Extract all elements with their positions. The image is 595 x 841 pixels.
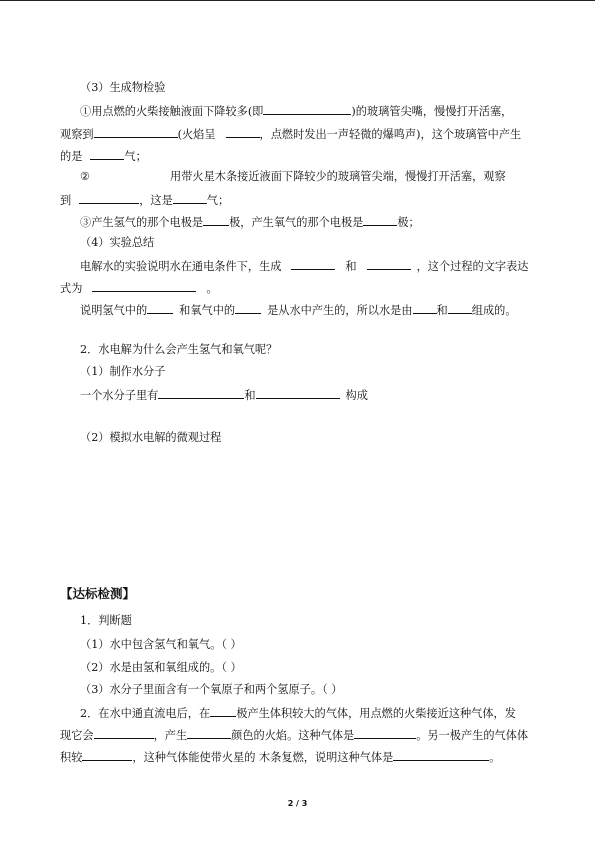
section3-line1 xyxy=(80,103,512,119)
blank xyxy=(413,302,437,314)
text: 电解水的实验说明水在通电条件下，生成 xyxy=(80,260,282,273)
section3-line5 xyxy=(60,192,229,208)
section3-line4 xyxy=(80,170,506,184)
q2-line1 xyxy=(80,387,368,403)
section3-line3 xyxy=(60,148,147,164)
blank xyxy=(94,126,178,138)
text: 用带火星木条接近液面下降较少的玻璃管尖端，慢慢打开活塞，观察 xyxy=(170,170,506,183)
q2-sub1: （1）制作水分子 xyxy=(80,365,166,378)
blank xyxy=(226,126,260,138)
blank xyxy=(291,258,335,270)
blank xyxy=(235,302,261,314)
blank xyxy=(158,387,244,399)
blank xyxy=(82,749,132,761)
text: 和 xyxy=(345,260,357,273)
section4-line2 xyxy=(60,280,218,296)
text: 现它会 xyxy=(60,729,94,742)
text: ，点燃时发出一声轻微的爆鸣声)，这个玻璃管中产生 xyxy=(259,128,522,141)
blank xyxy=(94,727,154,739)
section3-line6 xyxy=(80,214,420,230)
blank xyxy=(92,280,196,292)
check-heading: 【达标检测】 xyxy=(60,586,136,601)
blank xyxy=(79,192,139,204)
text: 式为 xyxy=(60,282,83,295)
text: 是从水中产生的，所以水是由 xyxy=(267,304,413,317)
fill-q2-line3 xyxy=(60,749,500,765)
text: 观察到 xyxy=(60,128,94,141)
judge-item-3: （3）水分子里面含有一个氧原子和两个氢原子。（ ） xyxy=(80,683,343,696)
blank xyxy=(363,214,397,226)
page-top-rule xyxy=(0,0,595,1)
blank xyxy=(203,214,229,226)
text: ，这个过程的文字表达 xyxy=(416,260,529,273)
section4-line1 xyxy=(80,258,528,274)
q2-sub2: （2）模拟水电解的微观过程 xyxy=(80,431,222,444)
text: 极产生体积较大的气体，用点燃的火柴接近这种气体，发 xyxy=(236,707,516,720)
text: 的是 xyxy=(60,150,83,163)
blank xyxy=(173,192,207,204)
text: 气； xyxy=(124,150,147,163)
text: )的玻璃管尖嘴，慢慢打开活塞， xyxy=(351,105,513,118)
blank xyxy=(147,302,173,314)
text: 。 xyxy=(489,751,501,764)
blank xyxy=(393,749,489,761)
blank xyxy=(256,387,340,399)
text: ② xyxy=(80,170,91,183)
text: 组成的。 xyxy=(471,304,517,317)
section4-line3 xyxy=(80,302,517,318)
text: 2．在水中通直流电后，在 xyxy=(80,707,211,720)
text: 气； xyxy=(206,194,230,207)
judge-title: 1．判断题 xyxy=(80,614,132,627)
text: (火焰呈 xyxy=(177,128,216,141)
section3-line2 xyxy=(60,126,521,142)
blank xyxy=(354,727,416,739)
blank xyxy=(367,258,411,270)
text: 。另一极产生的气体体 xyxy=(416,729,529,742)
fill-q2-line1 xyxy=(80,705,516,721)
blank xyxy=(448,302,472,314)
text: 和 xyxy=(436,304,448,317)
section3-title: （3）生成物检验 xyxy=(80,81,166,94)
text: 极，产生氧气的那个电极是 xyxy=(229,216,364,229)
text: 一个水分子里有 xyxy=(80,389,159,402)
text: 和氧气中的 xyxy=(179,304,236,317)
judge-item-1: （1）水中包含氢气和氧气。（ ） xyxy=(80,638,242,651)
text: ，这是 xyxy=(139,194,173,207)
q2-title: 2．水电解为什么会产生氢气和氧气呢？ xyxy=(80,343,278,356)
text: ③产生氢气的那个电极是 xyxy=(80,216,204,229)
text: ，这种气体能使带火星的 木条复燃，说明这种气体是 xyxy=(132,751,394,764)
fill-q2-line2 xyxy=(60,727,528,743)
text: 积较 xyxy=(60,751,83,764)
page-number: 2 / 3 xyxy=(287,799,308,808)
blank xyxy=(187,727,231,739)
text: 说明氢气中的 xyxy=(80,304,148,317)
blank xyxy=(263,103,351,115)
blank xyxy=(90,148,124,160)
blank xyxy=(210,705,236,717)
text: ①用点燃的火柴接触液面下降较多(即 xyxy=(80,105,264,118)
text: 构成 xyxy=(345,389,368,402)
text: 到 xyxy=(60,194,72,207)
text: ，产生 xyxy=(153,729,188,742)
section4-title: （4）实验总结 xyxy=(80,236,155,249)
judge-item-2: （2）水是由氢和氧组成的。（ ） xyxy=(80,661,242,674)
text: 和 xyxy=(244,389,256,402)
text: 。 xyxy=(206,282,218,295)
text: 极； xyxy=(397,216,420,229)
text: 颜色的火焰。这种气体是 xyxy=(231,729,355,742)
